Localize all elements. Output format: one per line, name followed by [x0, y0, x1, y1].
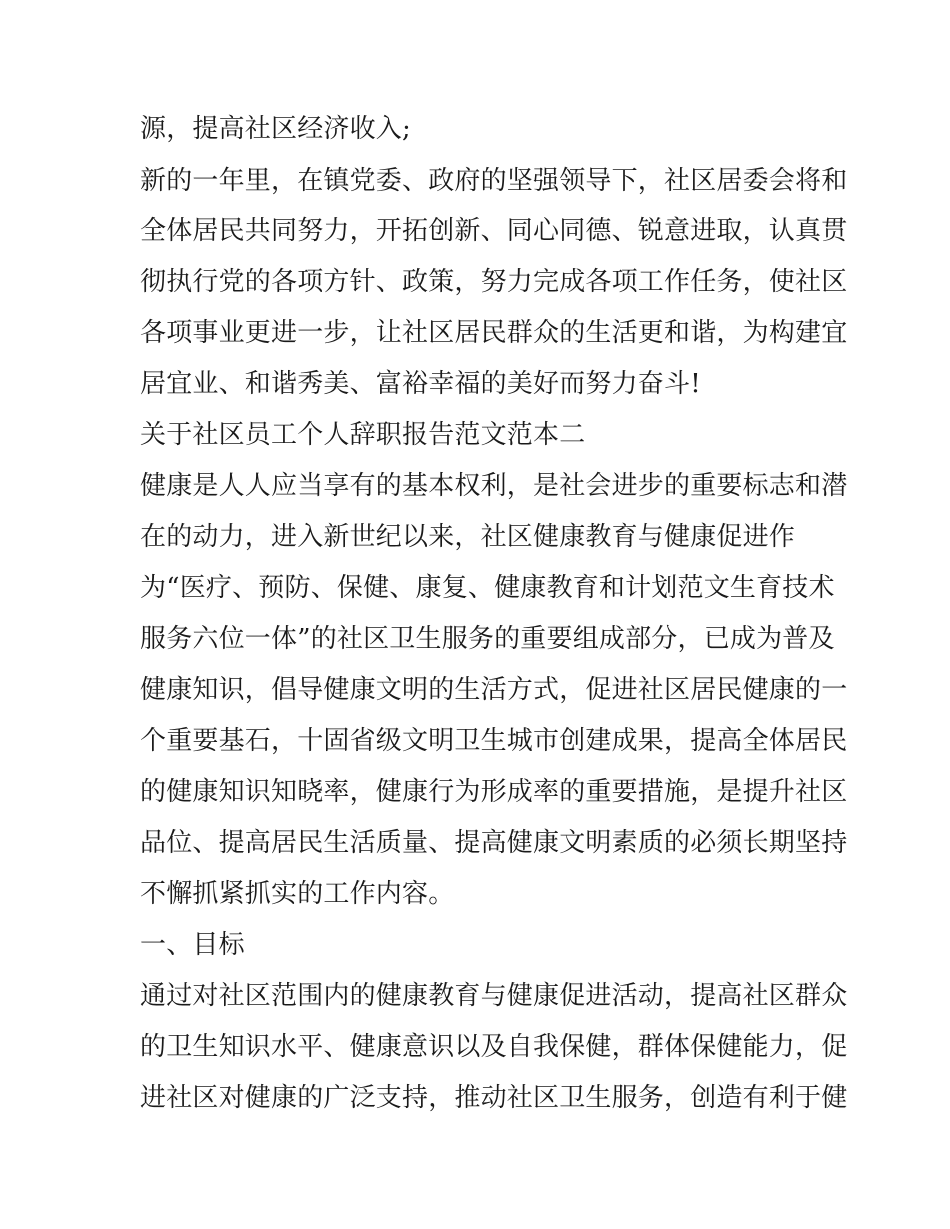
text-line: 服务六位一体”的社区卫生服务的重要组成部分，已成为普及 — [140, 624, 835, 654]
text-line: 在的动力，进入新世纪以来，社区健康教育与健康促进作 — [140, 522, 796, 552]
text-line: 为“医疗、预防、保健、康复、健康教育和计划范文生育技术 — [140, 573, 835, 603]
text-line: 居宜业、和谐秀美、富裕幸福的美好而努力奋斗! — [140, 369, 701, 399]
text-line: 通过对社区范围内的健康教育与健康促进活动，提高社区群众 — [140, 981, 848, 1011]
text-line: 健康是人人应当享有的基本权利，是社会进步的重要标志和潜 — [140, 471, 848, 501]
text-line: 的卫生知识水平、健康意识以及自我保健，群体保健能力，促 — [140, 1032, 848, 1062]
text-line: 新的一年里，在镇党委、政府的坚强领导下，社区居委会将和 — [140, 166, 848, 196]
text-line: 不懈抓紧抓实的工作内容。 — [140, 879, 455, 909]
subsection-heading: 一、目标 — [140, 930, 245, 960]
text-line: 全体居民共同努力，开拓创新、同心同德、锐意进取，认真贯 — [140, 216, 848, 246]
text-line: 彻执行党的各项方针、政策，努力完成各项工作任务，使社区 — [140, 267, 848, 297]
text-line: 健康知识，倡导健康文明的生活方式，促进社区居民健康的一 — [140, 675, 848, 705]
text-line: 的健康知识知晓率，健康行为形成率的重要措施，是提升社区 — [140, 777, 848, 807]
text-line: 各项事业更进一步，让社区居民群众的生活更和谐，为构建宜 — [140, 318, 848, 348]
text-line: 品位、提高居民生活质量、提高健康文明素质的必须长期坚持 — [140, 828, 848, 858]
text-line: 源，提高社区经济收入; — [140, 114, 411, 144]
section-heading: 关于社区员工个人辞职报告范文范本二 — [140, 420, 586, 450]
text-line: 进社区对健康的广泛支持，推动社区卫生服务，创造有利于健 — [140, 1083, 848, 1113]
text-line: 个重要基石，十固省级文明卫生城市创建成果，提高全体居民 — [140, 726, 848, 756]
